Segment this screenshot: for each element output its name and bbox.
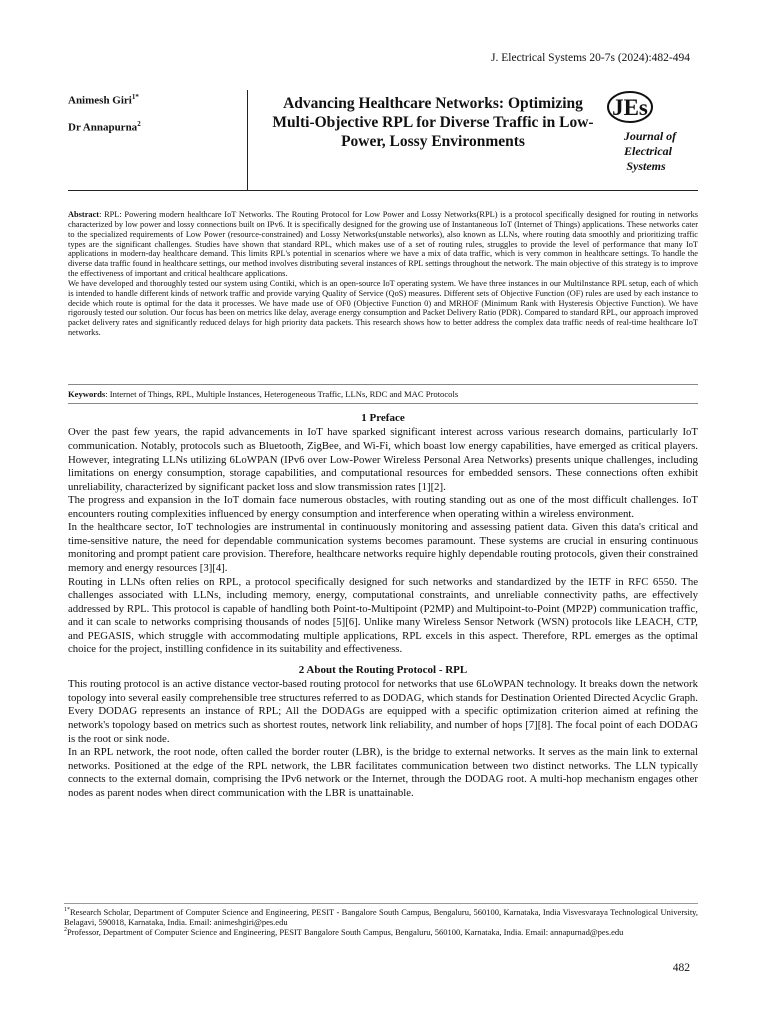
body-paragraph: This routing protocol is an active distance vector-based routing protocol for networks that use 6LoWPAN technology. It breaks down the network topology into several easily comprehensible tree structures referred to as DODAG, which stands for Destination Oriented Directed Acyclic Graph. Every DODAG represents an instance of RPL; All the DODAGs are equipped with a specific optimization criterion aimed at refining the network's topology based on metrics such as shortest routes, network link reliability, and number of hops [7][8]. The focal point of each DODAG is the root or sink node. xyxy=(68,678,698,745)
abstract xyxy=(68,210,698,338)
logo-line-2: Electrical xyxy=(624,144,672,158)
logo-line-1: Journal of xyxy=(623,129,677,143)
abstract-paragraph-1: Abstract: RPL: Powering modern healthcare IoT Networks. The Routing Protocol for Low Power and Lossy Networks(RPL) is a protocol specifically designed for routing in networks characterized by low power and lossy connections built on IPv6. It is specifically designed for the growing use of Instantaneous IoT (Internet of Things) applications. These networks cater to the specialized requirements of Low Power (resource-constrained) and Lossy Networks(unstable networks), also known as LLNs, where routing data smoothly and prioritizing traffic types are the significant challenges. Studies have shown that standard RPL, which makes use of a set of routing rules, struggles to provide the level of performance that many IoT applications in modern-day healthcare demand. This limits RPL's potential in scenarios where we have a mix of data traffic, which is very common in healthcare settings. To handle the diverse data traffic found in healthcare settings, our method involves distributing several instances of RPL settings throughout the network. The main objective of this strategy is to improve the effectiveness of important and critical healthcare applications. xyxy=(68,210,698,279)
section-heading-2: 2 About the Routing Protocol - RPL xyxy=(298,663,468,676)
article-header xyxy=(68,86,698,191)
footnote-1: $^{1*}$Research Scholar, Department of Computer Science and Engineering, PESIT - Bangalore South Campus, Bengaluru, 560100, Karnataka, India Visvesvaraya Technological University, Belagavi, 590018, Karnataka, India. Email: animeshgiri@pes.edu xyxy=(64,907,698,928)
footnote-2: $^2$Professor, Department of Computer Science and Engineering, PESIT Bangalore South Campus, Bengaluru, 560100, Karnataka, India. Email: annapurnad@pes.edu xyxy=(64,927,624,938)
author-2: Dr Annapurna$^2$ xyxy=(68,119,141,134)
body-paragraph: The progress and expansion in the IoT domain face numerous obstacles, with routing standing out as one of the most difficult challenges. IoT encounters routing complexities influenced by energy consumption and interference when operating within a wireless environment. xyxy=(68,494,698,520)
logo-initials: JEs xyxy=(612,95,648,120)
keywords: Keywords: Internet of Things, RPL, Multiple Instances, Heterogeneous Traffic, LLNs, RDC and MAC Protocols xyxy=(68,384,698,404)
abstract-paragraph-2: We have developed and thoroughly tested our system using Contiki, which is an open-source IoT operating system. We have three instances in our MultiInstance RPL setup, each of which is intended to handle different kinds of network traffic and provide varying Quality of Service (QoS) measures. Different sets of Objective Function (OF) rules are used by each instance to decide which route is optimal for the data it processes. We have made use of OF0 (Objective Function 0) and MRHOF (Minimum Rank with Hysteresis Objective Function). We have rigorously tested our solution. Our focus has been on metrics like delay, average energy consumption and Packet Delivery Ratio (PDR). Compared to standard RPL, our approach improved packet delivery rates and significantly reduced delays for high priority data packets. This research shows how to better address the complex data traffic needs of real-time healthcare IoT networks. xyxy=(68,278,698,338)
body-paragraph: Over the past few years, the rapid advancements in IoT have sparked significant interest across various research domains, particularly IoT communication. Notably, protocols such as Bluetooth, ZigBee, and Wi-Fi, which boast low energy capabilities, have emerged as critical players. However, integrating LLNs utilizing 6LoWPAN (IPv6 over Low-Power Wireless Personal Area Networks) presents unique challenges, including limitations on energy consumption, storage capabilities, and computational resources for embedded sensors. These connections often exhibit unreliability, characterized by significant packet loss and slow transmission rates [1][2]. xyxy=(68,426,698,493)
body-paragraph: In an RPL network, the root node, often called the border router (LBR), is the bridge to external networks. It serves as the main link to external networks. Positioned at the edge of the RPL network, the LBR facilitates communication between two distinct networks. The LLN typically connects to the external domain, comprising the IPv6 network or the Internet, through the DODAG root. A multi-hop mechanism engages other nodes as parent nodes when direct communication with the LBR is unattainable. xyxy=(68,746,698,799)
logo-line-3: Systems xyxy=(626,159,666,173)
body-text xyxy=(68,411,698,800)
body-paragraph: Routing in LLNs often relies on RPL, a protocol specifically designed for such networks and standardized by the IETF in RFC 6550. The challenges associated with LLNs, including memory, energy, computational constraints, and unreliable connectivity paths, are effectively addressed by RPL. This protocol is capable of handling both Point-to-Multipoint (P2MP) and Multipoint-to-Point (MP2P) communication traffic, and it can scale to networks comprising thousands of nodes [5][6]. Unlike many Wireless Sensor Network (WSN) protocols like LEACH, CTP, and PEGASIS, which struggle with accommodating multiple applications, RPL excels in this aspect. Therefore, RPL emerges as the optimal choice for the project, instilling confidence in its suitability and effectiveness. xyxy=(68,575,698,656)
body-paragraph: In the healthcare sector, IoT technologies are instrumental in continuously monitoring and assessing patient data. Given this data's critical and time-sensitive nature, the need for dependable communication systems becomes paramount. These systems are crucial in ensuring continuous monitoring and prompt patient care provision. Therefore, healthcare networks require highly dependable routing protocols, given their constrained memory and energy resources [3][4]. xyxy=(68,521,698,575)
section-heading-1: 1 Preface xyxy=(361,412,405,424)
author-list xyxy=(68,94,248,147)
footnotes xyxy=(64,903,698,938)
header-divider xyxy=(247,90,248,190)
author-1: Animesh Giri$^{1*}$ xyxy=(68,93,139,107)
journal-reference: J. Electrical Systems 20-7s (2024):482-494 xyxy=(491,52,690,64)
page-number: 482 xyxy=(672,962,690,974)
article-title: Advancing Healthcare Networks: Optimizing Multi-Objective RPL for Diverse Traffic in Low-Power, Lossy Environments xyxy=(272,95,594,151)
journal-logo xyxy=(598,88,698,180)
